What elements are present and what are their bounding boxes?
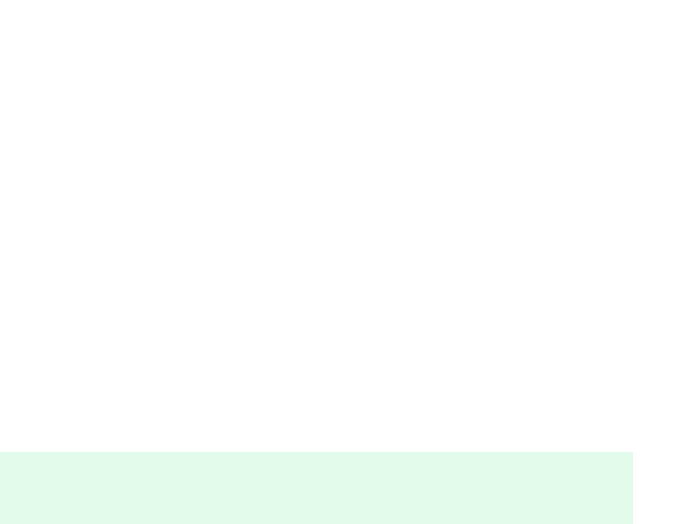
answer-box: [0, 452, 633, 524]
